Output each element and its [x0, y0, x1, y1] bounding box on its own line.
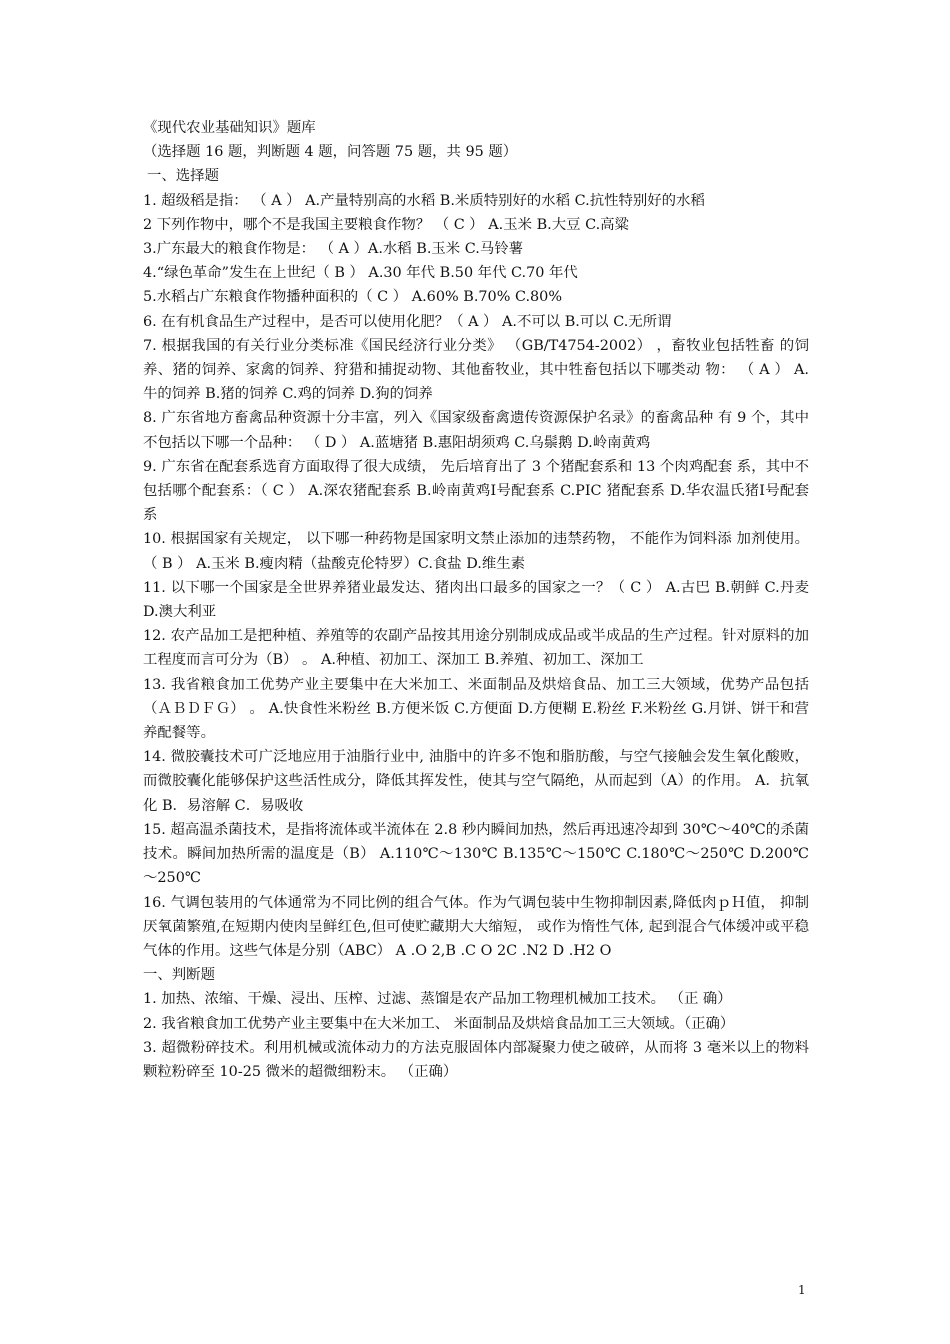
section-heading-judgment: 一、判断题 [143, 967, 215, 984]
question-item: 2 下列作物中，哪个不是我国主要粮食作物？ （ C ） A.玉米 B.大豆 C.高粱 [143, 216, 629, 233]
question-item: 13. 我省粮食加工优势产业主要集中在大米加工、米面制品及烘焙食品、加工三大领域，优势产品包括（ＡＢＤＦＧ） 。 A.快食性米粉丝 B.方便米饭 C.方便面 D.方便糊 E.粉丝 F.米粉丝 G.月饼、饼干和营养配餐等。 [143, 676, 809, 742]
question-item: 12. 农产品加工是把种植、养殖等的农副产品按其用途分别制成成品或半成品的生产过程。针对原料的加工程度而言可分为（B） 。 A.种植、初加工、深加工 B.养殖、初加工、深加工 [143, 628, 809, 669]
question-item: 5.水稻占广东粮食作物播种面积的（ C ） A.60% B.70% C.80% [143, 289, 563, 306]
question-item: 6. 在有机食品生产过程中，是否可以使用化肥？（ A ） A.不可以 B.可以 C.无所谓 [143, 313, 672, 330]
judgment-item: 1. 加热、浓缩、干燥、浸出、压榨、过滤、蒸馏是农产品加工物理机械加工技术。 （正 确） [143, 991, 732, 1008]
judgment-item: 2. 我省粮食加工优势产业主要集中在大米加工、 米面制品及烘焙食品加工三大领域。（正确） [143, 1015, 735, 1032]
question-item: 10. 根据国家有关规定， 以下哪一种药物是国家明文禁止添加的违禁药物， 不能作为饲料添 加剂使用。 （ B ） A.玉米 B.瘦肉精（盐酸克伦特罗）C.食盐 D.维生素 [143, 531, 809, 572]
question-item: 9. 广东省在配套系选育方面取得了很大成绩， 先后培育出了 3 个猪配套系和 13 个肉鸡配套 系，其中不包括哪个配套系：（ C ） A.深农猪配套系 B.岭南黄鸡Ⅰ号配套系 C.PIC 猪配套系 D.华农温氏猪Ⅰ号配套系 [143, 458, 809, 524]
document-title: 《现代农业基础知识》题库 [143, 120, 316, 136]
document-content [143, 116, 809, 1084]
question-item: 7. 根据我国的有关行业分类标准《国民经济行业分类》 （GB/T4754-2002） ，畜牧业包括牲畜 的饲养、猪的饲养、家禽的饲养、狩猎和捕捉动物、其他畜牧业，其中牲畜包括以下哪类动 物： （ A ） A.牛的饲养 B.猪的饲养 C.鸡的饲养 D.狗的饲养 [143, 337, 809, 403]
question-item: 11. 以下哪一个国家是全世界养猪业最发达、猪肉出口最多的国家之一？（ C ） A.古巴 B.朝鲜 C.丹麦 D.澳大利亚 [143, 579, 809, 621]
document-subtitle: （选择题 16 题，判断题 4 题，问答题 75 题，共 95 题） [143, 144, 518, 161]
page-number: 1 [798, 1283, 806, 1297]
question-item: 1. 超级稻是指： （ A ） A.产量特别高的水稻 B.米质特别好的水稻 C.抗性特别好的水稻 [143, 192, 705, 209]
judgment-item: 3. 超微粉碎技术。利用机械或流体动力的方法克服固体内部凝聚力使之破碎，从而将 3 毫米以上的物料颗粒粉碎至 10-25 微米的超微细粉末。 （正确） [143, 1039, 809, 1080]
question-item: 16. 气调包装用的气体通常为不同比例的组合气体。作为气调包装中生物抑制因素,降低肉ｐＨ值， 抑制厌氧菌繁殖,在短期内使肉呈鲜红色,但可使贮藏期大大缩短， 或作为惰性气体, 起到混合气体缓冲或平稳气体的作用。这些气体是分别（ABC） A .O 2,B .C O 2C .N2 D .H2 O [143, 894, 809, 959]
question-item: 14. 微胶囊技术可广泛地应用于油脂行业中, 油脂中的许多不饱和脂肪酸，与空气接触会发生氧化酸败，而微胶囊化能够保护这些活性成分，降低其挥发性，使其与空气隔绝，从而起到（A）的作用。 A．抗氧化 B．易溶解 C．易吸收 [143, 749, 809, 814]
question-item: 3.广东最大的粮食作物是： （ A ）A.水稻 B.玉米 C.马铃薯 [143, 241, 523, 258]
section-heading-choice: 一、选择题 [147, 168, 219, 185]
question-item: 4.“绿色革命”发生在上世纪（ B ） A.30 年代 B.50 年代 C.70 年代 [143, 265, 578, 282]
question-item: 15. 超高温杀菌技术，是指将流体或半流体在 2.8 秒内瞬间加热，然后再迅速冷却到 30℃～40℃的杀菌技术。瞬间加热所需的温度是（B） A.110℃～130℃ B.135℃～150℃ C.180℃～250℃ D.200℃～250℃ [143, 821, 809, 887]
question-item: 8. 广东省地方畜禽品种资源十分丰富，列入《国家级畜禽遗传资源保护名录》的畜禽品种 有 9 个，其中不包括以下哪一个品种： （ D ） A.蓝塘猪 B.惠阳胡须鸡 C.乌鬃鹅 D.岭南黄鸡 [143, 410, 809, 451]
